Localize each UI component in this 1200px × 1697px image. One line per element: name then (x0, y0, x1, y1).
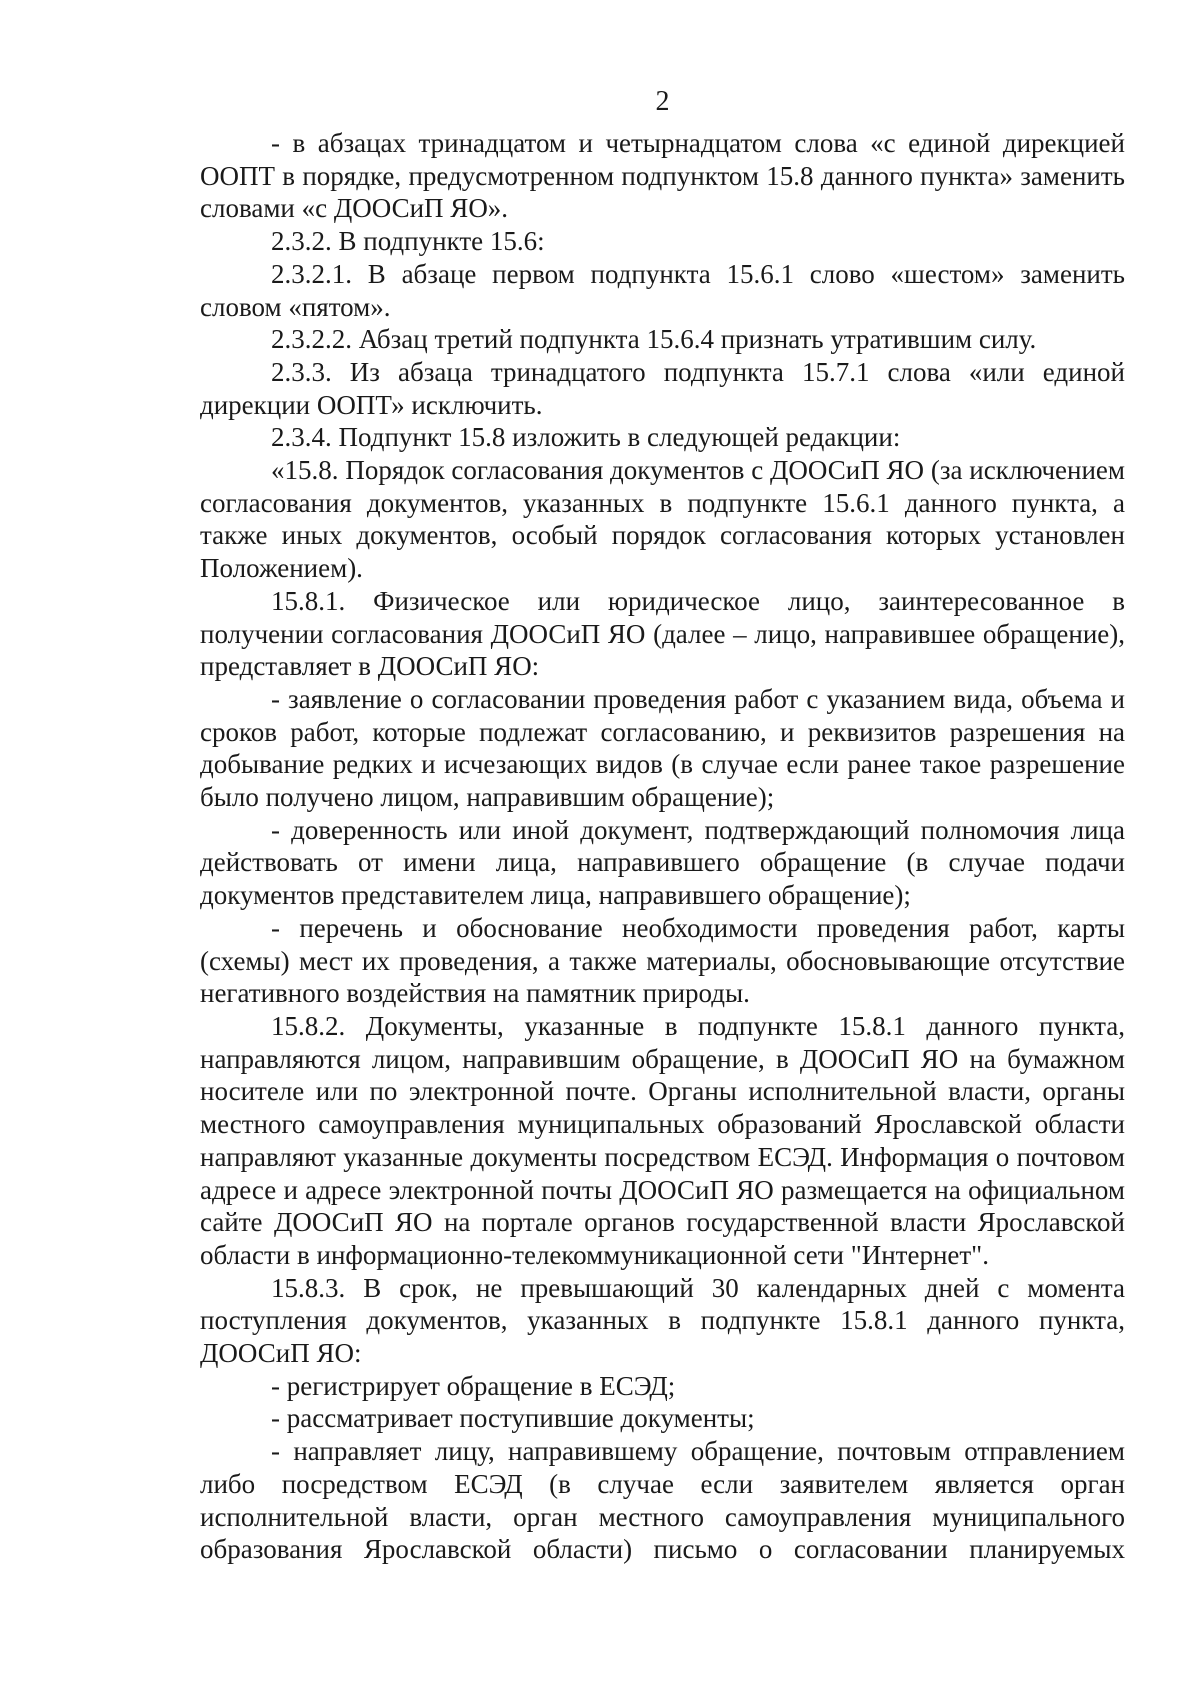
paragraph-11: - перечень и обоснование необходимости проведения работ, карты (схемы) мест их проведения, а также материалы, обосновывающие отсутствие негативного воздействия на памятник природы. (200, 912, 1125, 1009)
paragraph-13: 15.8.3. В срок, не превышающий 30 календарных дней с момента поступления документов, указанных в подпункте 15.8.1 данного пункта, ДООСиП ЯО: (200, 1272, 1125, 1369)
document-body (200, 127, 1125, 1566)
paragraph-5: 2.3.3. Из абзаца тринадцатого подпункта 15.7.1 слова «или единой дирекции ООПТ» исключить. (200, 356, 1125, 420)
paragraph-4: 2.3.2.2. Абзац третий подпункта 15.6.4 признать утратившим силу. (271, 324, 1037, 355)
paragraph-12: 15.8.2. Документы, указанные в подпункте 15.8.1 данного пункта, направляются лицом, направившим обращение, в ДООСиП ЯО на бумажном носителе или по электронной почте. Органы исполнительной власти, органы местного самоуправления муниципальных образований Ярославской области направляют указанные документы посредством ЕСЭД. Информация о почтовом адресе и адресе электронной почты ДООСиП ЯО размещается на официальном сайте ДООСиП ЯО на портале органов государственной власти Ярославской области в информационно-телекоммуникационной сети "Интернет". (200, 1010, 1125, 1270)
paragraph-9: - заявление о согласовании проведения работ с указанием вида, объема и сроков работ, которые подлежат согласованию, и реквизитов разрешения на добывание редких и исчезающих видов (в случае если ранее такое разрешение было получено лицом, направившим обращение); (200, 683, 1125, 813)
paragraph-8: 15.8.1. Физическое или юридическое лицо, заинтересованное в получении согласования ДООСиП ЯО (далее – лицо, направившее обращение), представляет в ДООСиП ЯО: (200, 585, 1125, 682)
page-number: 2 (655, 86, 670, 117)
paragraph-15: - рассматривает поступившие документы; (271, 1403, 755, 1434)
paragraph-2: 2.3.2. В подпункте 15.6: (271, 226, 545, 257)
paragraph-6: 2.3.4. Подпункт 15.8 изложить в следующей редакции: (271, 422, 901, 453)
paragraph-7: «15.8. Порядок согласования документов с ДООСиП ЯО (за исключением согласования документов, указанных в подпункте 15.6.1 данного пункта, а также иных документов, особый порядок согласования которых установлен Положением). (200, 455, 1125, 584)
paragraph-3: 2.3.2.1. В абзаце первом подпункта 15.6.1 слово «шестом» заменить словом «пятом». (200, 258, 1125, 322)
paragraph-14: - регистрирует обращение в ЕСЭД; (271, 1370, 676, 1401)
paragraph-10: - доверенность или иной документ, подтверждающий полномочия лица действовать от имени лица, направившего обращение (в случае подачи документов представителем лица, направившего обращение); (200, 814, 1125, 911)
paragraph-1: - в абзацах тринадцатом и четырнадцатом слова «с единой дирекцией ООПТ в порядке, предусмотренном подпунктом 15.8 данного пункта» заменить словами «с ДООСиП ЯО». (200, 128, 1125, 224)
paragraph-16: - направляет лицу, направившему обращение, почтовым отправлением либо посредством ЕСЭД (в случае если заявителем является орган исполнительной власти, орган местного самоуправления муниципального образования Ярославской области) письмо о согласовании планируемых (200, 1436, 1125, 1565)
